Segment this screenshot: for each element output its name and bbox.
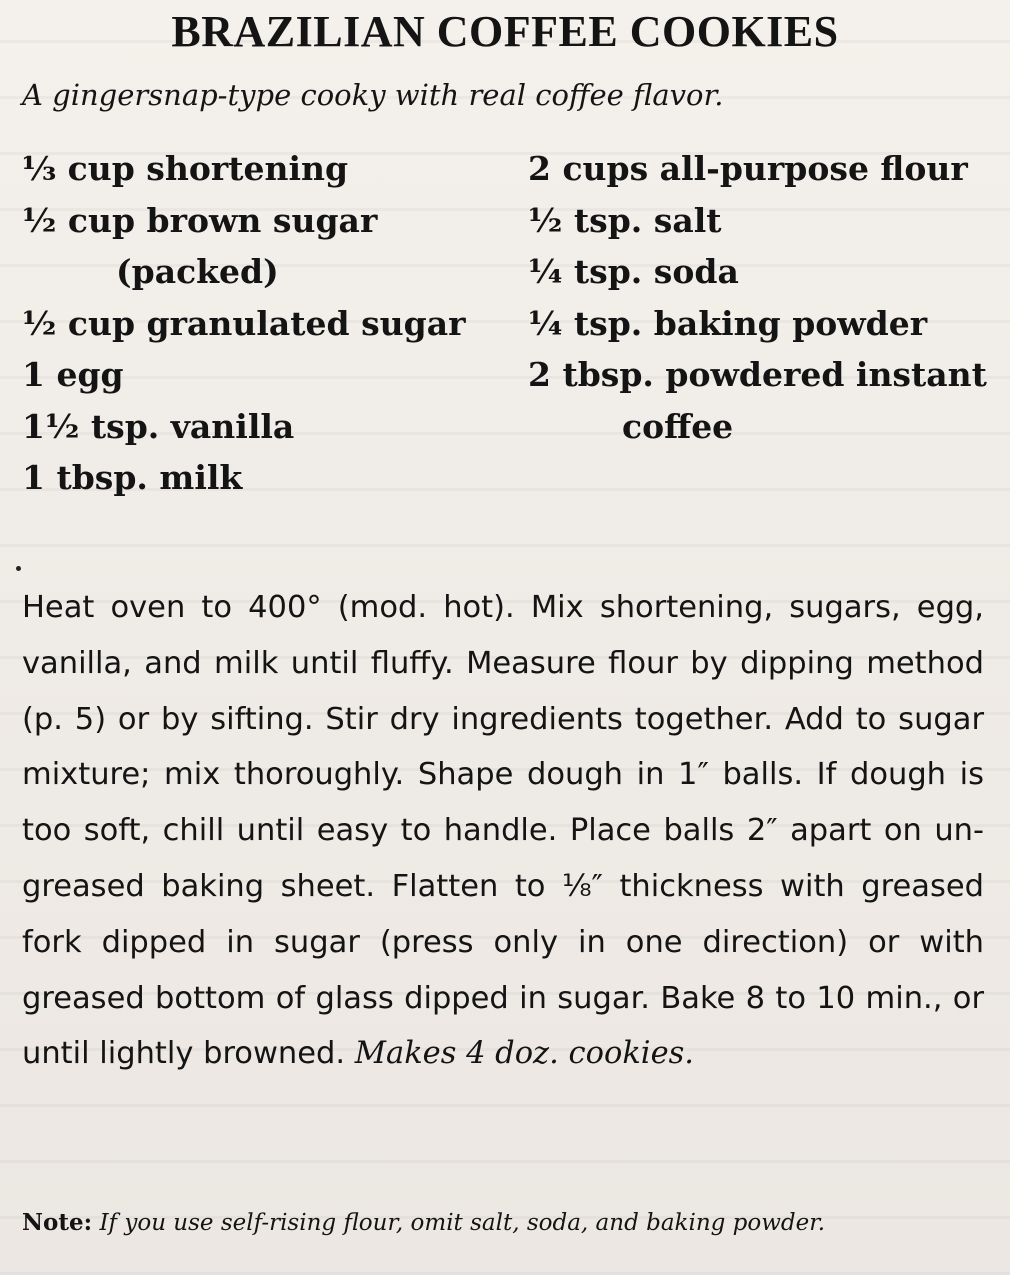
ingredient-item: 2 cups all-purpose flour (528, 149, 968, 188)
ingredient-item: ½ tsp. salt (528, 200, 722, 240)
note-text: If you use self-rising flour, omit salt, soda, and baking powder. (99, 1210, 826, 1236)
recipe-subtitle: A gingersnap-type cooky with real coffee flavor. (22, 78, 724, 112)
ingredient-item: ¼ tsp. baking powder (528, 303, 928, 343)
ingredient-item: ½ cup granulated sugar (22, 303, 466, 343)
ingredients-left-column (22, 143, 502, 504)
stray-dot (16, 566, 21, 571)
recipe-directions (22, 580, 984, 1082)
ingredient-item: 1½ tsp. vanilla (22, 406, 295, 446)
ingredient-item: 2 tbsp. powdered instant coffee (528, 355, 987, 446)
ingredient-item: 1 egg (22, 355, 124, 394)
ingredients-right-column (528, 143, 1003, 452)
recipe-title: BRAZILIAN COFFEE COOKIES (171, 7, 839, 56)
ingredient-item: ½ cup brown sugar (packed) (22, 200, 378, 291)
recipe-note (22, 1203, 992, 1243)
directions-text: Heat oven to 400° (mod. hot). Mix shortening, sugars, egg, vanilla, and milk until fluffy. Measure flour by dipping method (p. 5) or by sifting. Stir dry ingredients together. Add to sugar mixture; mix thoroughly. Shape dough in 1″ balls. If dough is too soft, chill until easy to handle. Place balls 2″ apart on ungreased baking sheet. Flatten to ⅛″ thickness with greased fork dipped in sugar (press only in one direction) or with greased bottom of glass dipped in sugar. Bake 8 to 10 min., or until lightly browned. (22, 590, 984, 1072)
recipe-yield: Makes 4 doz. cookies. (354, 1036, 694, 1072)
ingredient-item: ¼ tsp. soda (528, 252, 739, 291)
ingredient-item: 1 tbsp. milk (22, 458, 243, 497)
ingredient-item: ⅓ cup shortening (22, 149, 349, 188)
note-label: Note: (22, 1209, 93, 1236)
